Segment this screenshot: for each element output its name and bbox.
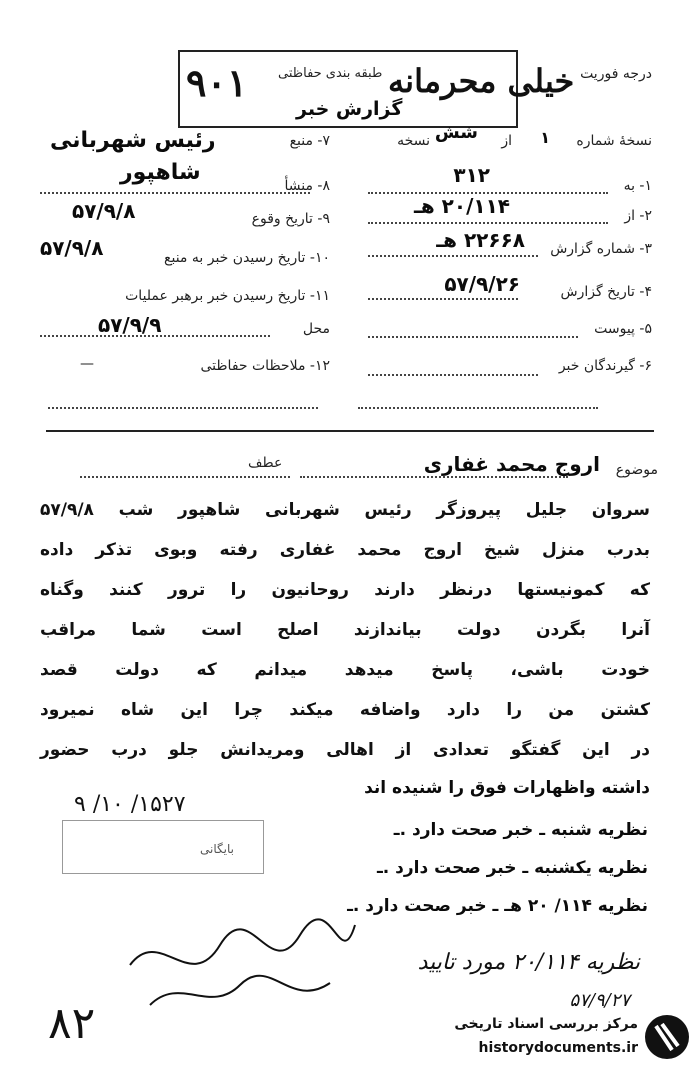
- copy-count-suffix: نسخه: [397, 133, 430, 149]
- field-12-label: ۱۲- ملاحظات حفاظتی: [200, 358, 330, 374]
- body-line: که کمونیستها درنظر دارند روحانیون را ترور کنند وگناه: [40, 580, 650, 600]
- body-line: سروان جلیل پیروزگر رئیس شهربانی شاهپور شب ۵۷/۹/۸: [40, 500, 650, 520]
- field-2-value: ۲۰/۱۱۴ هـ: [413, 194, 510, 218]
- copy-number-label: نسخهٔ شماره: [576, 133, 652, 149]
- archive-stamp-box: [62, 820, 264, 874]
- handwritten-signoff: ۵۷/۹/۲۷: [569, 990, 630, 1011]
- reference-label: عطف: [248, 455, 283, 471]
- field-11-place-label: محل: [302, 321, 330, 337]
- body-line: کشتن من را دارد واضافه میکند چرا این شاه نمیرود: [40, 700, 650, 720]
- body-line: داشته واظهارات فوق را شنیده اند: [364, 778, 650, 798]
- field-4-value: ۵۷/۹/۲۶: [444, 272, 520, 296]
- body-line: خودت باشی، پاسخ میدهد میدانم که دولت قصد: [40, 660, 650, 680]
- field-3-label: ۳- شماره گزارش: [550, 241, 652, 257]
- field-10-value: ۵۷/۹/۸: [40, 236, 104, 260]
- body-line: آنرا بگردن دولت بیاندازند اصلح است شما مراقب: [40, 620, 650, 640]
- field-10-label: ۱۰- تاریخ رسیدن خبر به منبع: [164, 250, 330, 266]
- field-1-value: ۳۱۲: [453, 163, 490, 187]
- classification-label: طبقه بندی حفاظتی: [278, 66, 383, 81]
- body-line: در این گفتگو تعدادی از اهالی ومریدانش جلو درب حضور: [40, 740, 650, 760]
- subject-value: اروج محمد غفاری: [423, 452, 600, 476]
- watermark-org: مرکز بررسی اسناد تاریخی: [454, 1016, 638, 1032]
- copy-count-value: شش: [434, 122, 478, 143]
- field-5-label: ۵- پیوست: [594, 321, 652, 337]
- copy-count-label: از: [501, 133, 512, 149]
- archive-logo-icon: [642, 1012, 692, 1062]
- field-12-value: —: [80, 356, 94, 372]
- field-11-label: ۱۱- تاریخ رسیدن خبر برهبر عملیات: [125, 288, 330, 304]
- watermark-site: historydocuments.ir: [478, 1040, 638, 1056]
- archive-stamp-label: بایگانی: [200, 842, 234, 856]
- stamp-number: ۹۰۱: [186, 60, 248, 105]
- field-9-label: ۹- تاریخ وقوع: [251, 211, 330, 227]
- field-7-label: ۷- منبع: [289, 133, 330, 149]
- field-8-label: ۸- منشأ: [284, 178, 330, 194]
- opinion-line: نظریه یکشنبه ـ خبر صحت دارد .ـ: [376, 858, 648, 878]
- field-7-value: رئیس شهربانی: [50, 128, 216, 153]
- field-4-label: ۴- تاریخ گزارش: [560, 284, 652, 300]
- handwritten-note: نظریه ۲۰/۱۱۴ مورد تایید: [417, 950, 640, 975]
- field-3-value: ۲۲۶۶۸ هـ: [436, 228, 525, 252]
- opinion-line: نظریه شنبه ـ خبر صحت دارد .ـ: [393, 820, 648, 840]
- field-9-value: ۵۷/۹/۸: [72, 199, 136, 223]
- subject-label: موضوع: [615, 462, 658, 478]
- body-line: بدرب منزل شیخ اروج محمد غفاری رفته وبوی تذکر داده: [40, 540, 650, 560]
- copy-number-value: ۱: [540, 128, 550, 147]
- stamp-handwritten-classification: خیلی محرمانه: [388, 62, 575, 100]
- field-8-value: شاهپور: [120, 160, 201, 185]
- field-11-value: ۵۷/۹/۹: [98, 313, 162, 337]
- opinion-line: نظریه ۱۱۴/ ۲۰ هـ ـ خبر صحت دارد .ـ: [347, 896, 648, 916]
- field-1-label: ۱- به: [623, 178, 652, 194]
- report-title: گزارش خبر: [296, 98, 403, 120]
- field-6-label: ۶- گیرندگان خبر: [558, 358, 652, 374]
- page-number: ۸۲: [48, 998, 96, 1049]
- priority-label: درجه فوریت: [580, 66, 652, 82]
- signature-scribble: [120, 905, 360, 1025]
- field-2-label: ۲- از: [624, 208, 652, 224]
- file-number-stamp: ۱۵۲۷/ ۱۰/ ۹: [74, 792, 186, 817]
